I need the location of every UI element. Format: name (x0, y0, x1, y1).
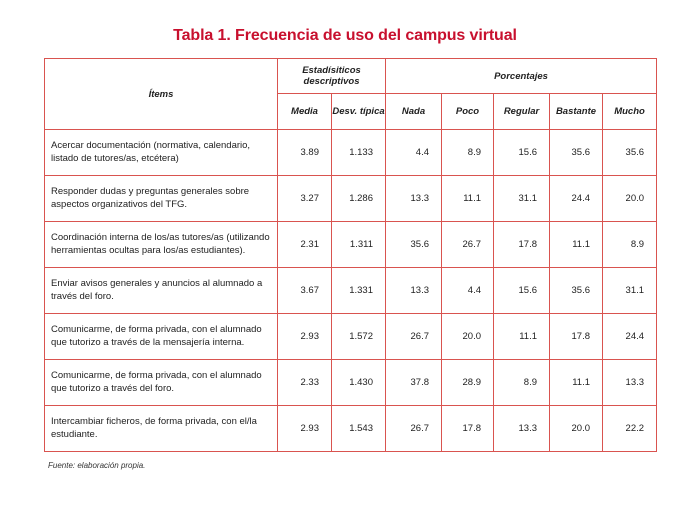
header-percent: Porcentajes (386, 59, 657, 94)
header-desv: Desv. típica (332, 94, 386, 130)
regular-cell: 31.1 (494, 176, 550, 222)
bastante-cell: 20.0 (550, 406, 603, 452)
item-cell: Comunicarme, de forma privada, con el alumnado que tutorizo a través de la mensajería interna. (45, 314, 278, 360)
table-row (45, 406, 657, 452)
nada-cell: 13.3 (386, 176, 442, 222)
desv-cell: 1.430 (332, 360, 386, 406)
header-items: Ítems (45, 59, 278, 130)
bastante-cell: 24.4 (550, 176, 603, 222)
desv-cell: 1.286 (332, 176, 386, 222)
table-row (45, 268, 657, 314)
header-media: Media (278, 94, 332, 130)
desv-cell: 1.572 (332, 314, 386, 360)
nada-cell: 26.7 (386, 314, 442, 360)
bastante-cell: 35.6 (550, 130, 603, 176)
media-cell: 3.27 (278, 176, 332, 222)
mucho-cell: 22.2 (603, 406, 657, 452)
poco-cell: 4.4 (442, 268, 494, 314)
item-cell: Responder dudas y preguntas generales sobre aspectos organizativos del TFG. (45, 176, 278, 222)
table-row (45, 176, 657, 222)
nada-cell: 35.6 (386, 222, 442, 268)
header-nada: Nada (386, 94, 442, 130)
desv-cell: 1.331 (332, 268, 386, 314)
nada-cell: 13.3 (386, 268, 442, 314)
header-bastante: Bastante (550, 94, 603, 130)
desv-cell: 1.311 (332, 222, 386, 268)
desv-cell: 1.543 (332, 406, 386, 452)
poco-cell: 17.8 (442, 406, 494, 452)
mucho-cell: 31.1 (603, 268, 657, 314)
bastante-cell: 11.1 (550, 360, 603, 406)
item-cell: Acercar documentación (normativa, calendario, listado de tutores/as, etcétera) (45, 130, 278, 176)
regular-cell: 13.3 (494, 406, 550, 452)
mucho-cell: 20.0 (603, 176, 657, 222)
bastante-cell: 35.6 (550, 268, 603, 314)
media-cell: 3.67 (278, 268, 332, 314)
source-footnote: Fuente: elaboración propia. (48, 461, 146, 470)
mucho-cell: 35.6 (603, 130, 657, 176)
mucho-cell: 13.3 (603, 360, 657, 406)
media-cell: 2.31 (278, 222, 332, 268)
item-cell: Enviar avisos generales y anuncios al alumnado a través del foro. (45, 268, 278, 314)
bastante-cell: 17.8 (550, 314, 603, 360)
header-regular: Regular (494, 94, 550, 130)
table-title: Tabla 1. Frecuencia de uso del campus virtual (173, 27, 517, 44)
poco-cell: 8.9 (442, 130, 494, 176)
nada-cell: 37.8 (386, 360, 442, 406)
media-cell: 2.93 (278, 406, 332, 452)
header-stats: Estadísiticos descriptivos (278, 59, 386, 94)
media-cell: 2.93 (278, 314, 332, 360)
regular-cell: 11.1 (494, 314, 550, 360)
mucho-cell: 24.4 (603, 314, 657, 360)
mucho-cell: 8.9 (603, 222, 657, 268)
table-row (45, 130, 657, 176)
desv-cell: 1.133 (332, 130, 386, 176)
poco-cell: 28.9 (442, 360, 494, 406)
nada-cell: 4.4 (386, 130, 442, 176)
bastante-cell: 11.1 (550, 222, 603, 268)
regular-cell: 17.8 (494, 222, 550, 268)
poco-cell: 26.7 (442, 222, 494, 268)
media-cell: 2.33 (278, 360, 332, 406)
item-cell: Coordinación interna de los/as tutores/as (utilizando herramientas ocultas para los/as estudiantes). (45, 222, 278, 268)
item-cell: Comunicarme, de forma privada, con el alumnado que tutorizo a través del foro. (45, 360, 278, 406)
header-poco: Poco (442, 94, 494, 130)
table-row (45, 360, 657, 406)
regular-cell: 8.9 (494, 360, 550, 406)
frequency-table (44, 58, 657, 452)
item-cell: Intercambiar ficheros, de forma privada, con el/la estudiante. (45, 406, 278, 452)
header-mucho: Mucho (603, 94, 657, 130)
table-row (45, 314, 657, 360)
table-row (45, 222, 657, 268)
nada-cell: 26.7 (386, 406, 442, 452)
regular-cell: 15.6 (494, 130, 550, 176)
media-cell: 3.89 (278, 130, 332, 176)
poco-cell: 20.0 (442, 314, 494, 360)
poco-cell: 11.1 (442, 176, 494, 222)
regular-cell: 15.6 (494, 268, 550, 314)
